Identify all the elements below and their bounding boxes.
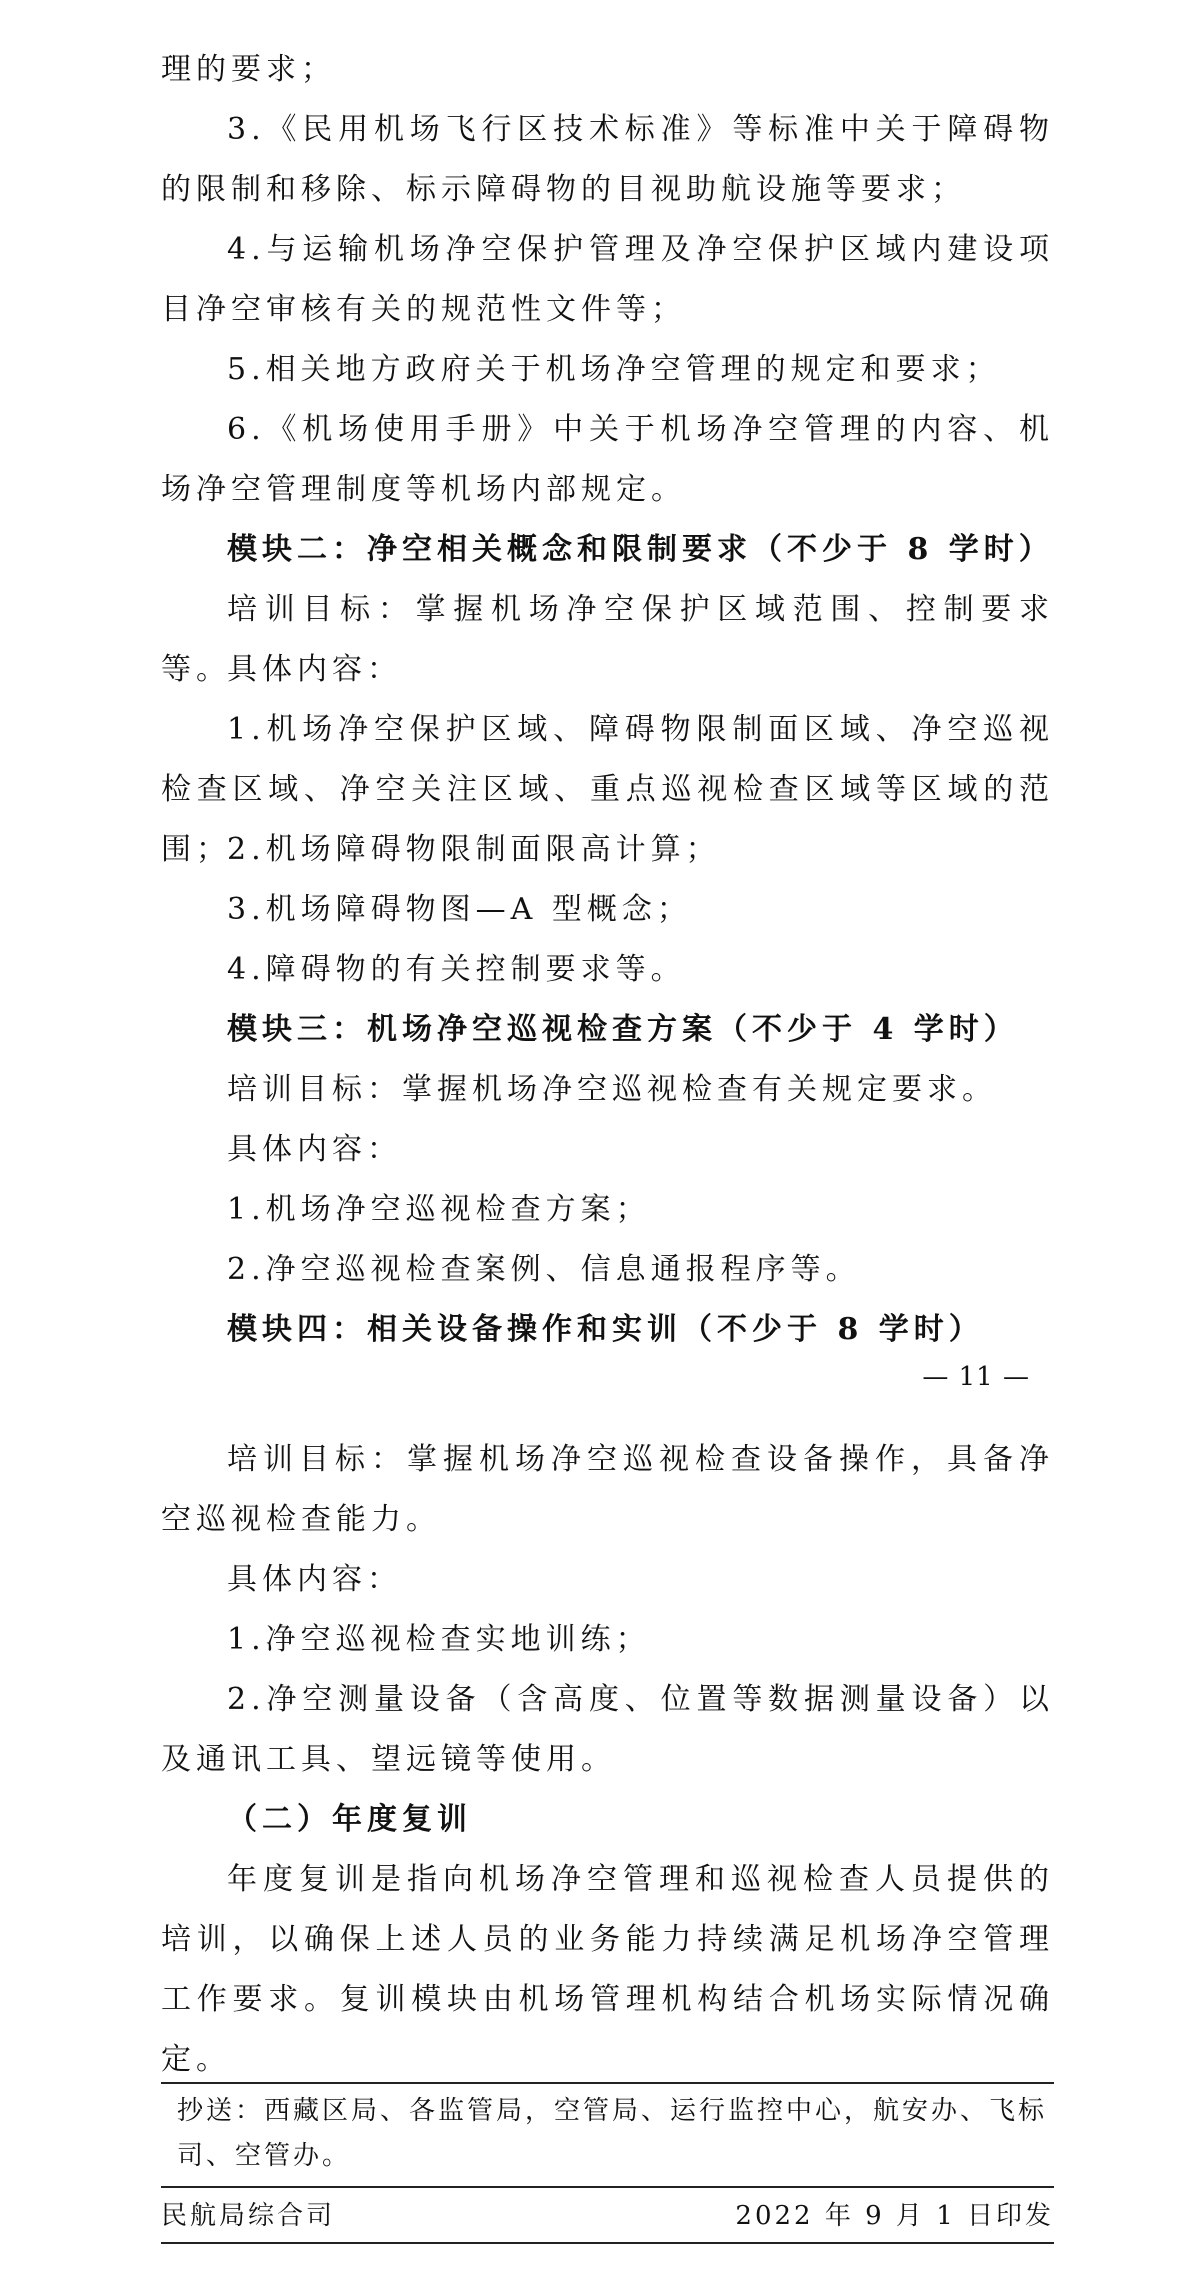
page-number: — 11 — — [922, 1362, 1030, 1392]
module4-objective: 培训目标：掌握机场净空巡视检查设备操作，具备净空巡视检查能力。 — [161, 1442, 1054, 1537]
module4-heading: 模块四：相关设备操作和实训（不少于 8 学时） — [227, 1312, 984, 1347]
module2-objective: 培训目标：掌握机场净空保护区域范围、控制要求等。 — [161, 592, 1054, 687]
footer-rule-bottom — [161, 2242, 1054, 2244]
list-item: 4.与运输机场净空保护管理及净空保护区域内建设项目净空审核有关的规范性文件等； — [161, 232, 1054, 327]
list-item: 1.净空巡视检查实地训练； — [227, 1622, 651, 1657]
cc-recipients: 抄送：西藏区局、各监管局，空管局、运行监控中心，航安办、飞标司、空管办。 — [177, 2096, 1048, 2171]
list-item: 1.机场净空巡视检查方案； — [227, 1192, 651, 1227]
issue-date: 2022 年 9 月 1 日印发 — [735, 2201, 1054, 2231]
footer-rule-middle — [161, 2186, 1054, 2188]
list-item: 4.障碍物的有关控制要求等。 — [227, 952, 686, 987]
footer-rule-top — [161, 2082, 1054, 2084]
module2-heading: 模块二：净空相关概念和限制要求（不少于 8 学时） — [227, 532, 1054, 567]
module3-heading: 模块三：机场净空巡视检查方案（不少于 4 学时） — [227, 1012, 1019, 1047]
list-item: 6.《机场使用手册》中关于机场净空管理的内容、机场净空管理制度等机场内部规定。 — [161, 412, 1054, 507]
list-item: 1.机场净空保护区域、障碍物限制面区域、净空巡视检查区域、净空关注区域、重点巡视检查区域等区域的范围； — [161, 712, 1054, 867]
list-item: 2.机场障碍物限制面限高计算； — [227, 832, 721, 867]
list-item: 3.《民用机场飞行区技术标准》等标准中关于障碍物的限制和移除、标示障碍物的目视助航设施等要求； — [161, 112, 1054, 207]
module3-objective: 培训目标：掌握机场净空巡视检查有关规定要求。 — [227, 1072, 997, 1107]
list-item: 2.净空测量设备（含高度、位置等数据测量设备）以及通讯工具、望远镜等使用。 — [161, 1682, 1054, 1777]
module3-content-label: 具体内容： — [227, 1132, 402, 1167]
module2-content-label: 具体内容： — [227, 652, 402, 687]
annual-body: 年度复训是指向机场净空管理和巡视检查人员提供的培训，以确保上述人员的业务能力持续满足机场净空管理工作要求。复训模块由机场管理机构结合机场实际情况确定。 — [161, 1862, 1054, 2077]
paragraph-continuation: 理的要求； — [161, 52, 336, 87]
module4-content-label: 具体内容： — [227, 1562, 402, 1597]
list-item: 2.净空巡视检查案例、信息通报程序等。 — [227, 1252, 861, 1287]
issuer: 民航局综合司 — [161, 2201, 336, 2231]
annual-heading: （二）年度复训 — [227, 1802, 472, 1837]
list-item: 3.机场障碍物图—A 型概念； — [227, 892, 692, 927]
list-item: 5.相关地方政府关于机场净空管理的规定和要求； — [227, 352, 1001, 387]
